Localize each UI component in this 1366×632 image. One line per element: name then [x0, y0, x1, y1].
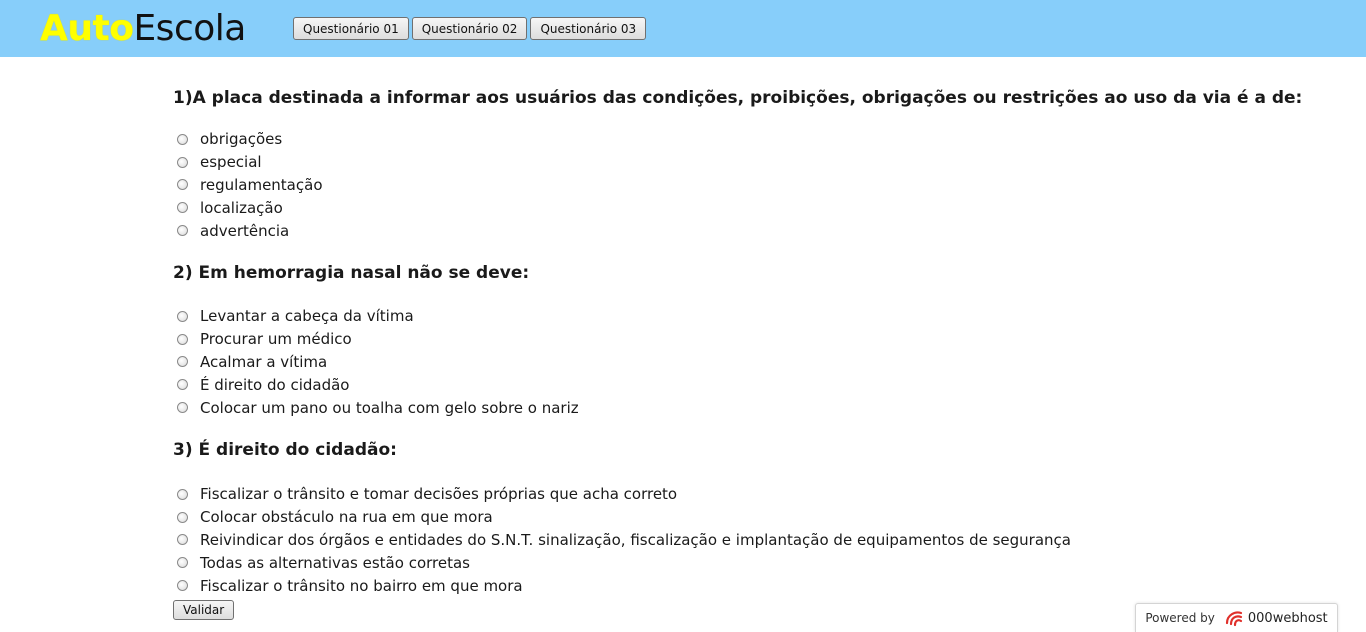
validate-button[interactable]: Validar: [173, 600, 234, 620]
radio-button[interactable]: [177, 157, 188, 168]
question-1-options: [173, 128, 1323, 242]
question-3-option-3: [173, 529, 1323, 552]
question-3-options: [173, 483, 1323, 597]
option-label[interactable]: obrigações: [200, 130, 283, 149]
option-label[interactable]: Fiscalizar o trânsito e tomar decisões próprias que acha correto: [200, 485, 678, 504]
radio-button[interactable]: [177, 179, 188, 190]
nav-questionario-02-button[interactable]: Questionário 02: [412, 17, 528, 40]
question-1-title: 1)A placa destinada a informar aos usuários das condições, proibições, obrigações ou restrições ao uso da via é a de:: [173, 88, 1303, 108]
option-label[interactable]: localização: [200, 198, 283, 217]
question-2-option-5: [173, 396, 1323, 419]
option-label[interactable]: É direito do cidadão: [200, 375, 350, 394]
top-header: [0, 0, 1366, 57]
nav-questionario-01-button[interactable]: Questionário 01: [293, 17, 409, 40]
question-1-option-1: [173, 128, 1323, 151]
radio-button[interactable]: [177, 534, 188, 545]
question-3-option-2: [173, 506, 1323, 529]
question-3-option-4: [173, 551, 1323, 574]
option-label[interactable]: Fiscalizar o trânsito no bairro em que mora: [200, 576, 523, 595]
radio-button[interactable]: [177, 225, 188, 236]
option-label[interactable]: Colocar obstáculo na rua em que mora: [200, 508, 493, 527]
nav-questionario-03-button[interactable]: Questionário 03: [530, 17, 646, 40]
powered-by-badge[interactable]: [1135, 603, 1338, 632]
radio-button[interactable]: [177, 356, 188, 367]
question-2-option-3: [173, 351, 1323, 374]
option-label[interactable]: Procurar um médico: [200, 330, 352, 349]
option-label[interactable]: Levantar a cabeça da vítima: [200, 307, 414, 326]
question-3-title: 3) É direito do cidadão:: [173, 439, 397, 460]
question-2-option-2: [173, 328, 1323, 351]
option-label[interactable]: Todas as alternativas estão corretas: [200, 553, 470, 572]
question-3-option-5: [173, 574, 1323, 597]
question-2-option-1: [173, 305, 1323, 328]
question-1-option-4: [173, 196, 1323, 219]
radio-button[interactable]: [177, 379, 188, 390]
quiz-form: [173, 84, 1323, 620]
option-label[interactable]: regulamentação: [200, 175, 323, 194]
radio-button[interactable]: [177, 311, 188, 322]
option-label[interactable]: Reivindicar dos órgãos e entidades do S.N.T. sinalização, fiscalização e implantação de equipamentos de segurança: [200, 530, 1071, 549]
questionnaire-nav: [293, 17, 646, 40]
radio-button[interactable]: [177, 489, 188, 500]
radio-button[interactable]: [177, 557, 188, 568]
radio-button[interactable]: [177, 402, 188, 413]
powered-by-text: Powered by: [1145, 611, 1215, 625]
question-2-option-4: [173, 373, 1323, 396]
000webhost-brand-text: 000webhost: [1247, 610, 1328, 626]
site-logo[interactable]: [40, 8, 246, 50]
question-1-option-3: [173, 174, 1323, 197]
option-label[interactable]: Colocar um pano ou toalha com gelo sobre o nariz: [200, 398, 579, 417]
radio-button[interactable]: [177, 134, 188, 145]
question-2-title: 2) Em hemorragia nasal não se deve:: [173, 262, 530, 283]
question-1-option-2: [173, 151, 1323, 174]
question-3-option-1: [173, 483, 1323, 506]
radio-button[interactable]: [177, 580, 188, 591]
000webhost-logo-icon: [1223, 609, 1245, 627]
logo-auto-text: Auto: [40, 8, 134, 49]
question-2-options: [173, 305, 1323, 419]
radio-button[interactable]: [177, 334, 188, 345]
radio-button[interactable]: [177, 512, 188, 523]
radio-button[interactable]: [177, 202, 188, 213]
option-label[interactable]: especial: [200, 153, 262, 172]
option-label[interactable]: advertência: [200, 221, 290, 240]
option-label[interactable]: Acalmar a vítima: [200, 352, 328, 371]
logo-escola-text: Escola: [133, 8, 246, 49]
question-1-option-5: [173, 219, 1323, 242]
